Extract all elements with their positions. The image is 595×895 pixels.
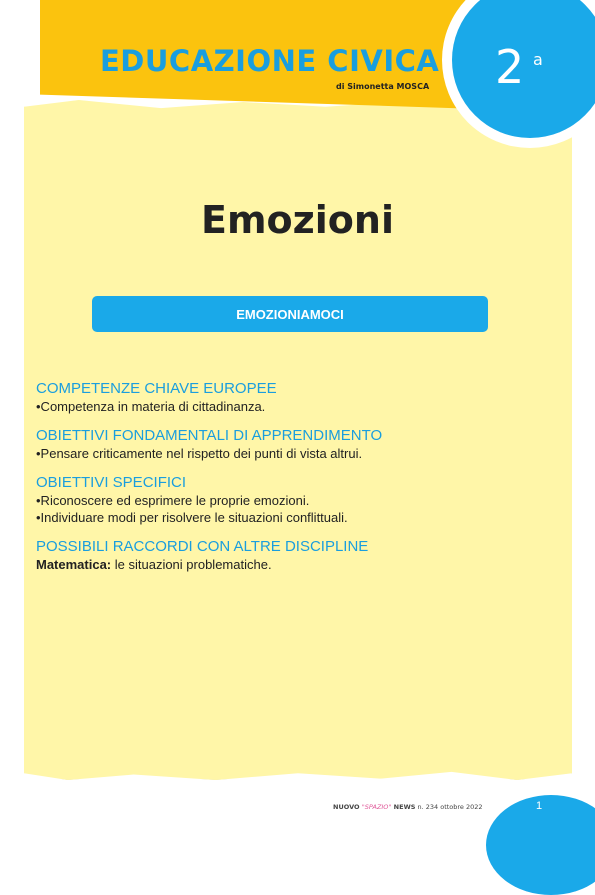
section-obiettivi-specifici (36, 474, 556, 526)
footer-suffix: NEWS (391, 803, 416, 811)
page-title: Emozioni (201, 198, 394, 242)
header-author: di Simonetta MOSCA (336, 82, 430, 91)
grade-number: 2 (495, 40, 525, 94)
footer-issue: n. 234 ottobre 2022 (415, 803, 483, 811)
header-title: EDUCAZIONE CIVICA (100, 44, 440, 78)
section-banner-label: EMOZIONIAMOCI (236, 306, 344, 322)
footer-brand: "SPAZIO" (361, 803, 392, 811)
footer-prefix: NUOVO (333, 803, 360, 811)
footer-publication (333, 803, 483, 811)
discipline-label: Matematica: (36, 557, 112, 572)
section-heading: OBIETTIVI FONDAMENTALI DI APPRENDIMENTO (36, 427, 383, 444)
content-area (36, 380, 556, 585)
section-heading: POSSIBILI RACCORDI CON ALTRE DISCIPLINE (36, 538, 369, 555)
page-number: 1 (536, 800, 543, 812)
section-heading: COMPETENZE CHIAVE EUROPEE (36, 380, 277, 397)
section-competenze (36, 380, 556, 415)
section-heading: OBIETTIVI SPECIFICI (36, 474, 187, 491)
section-line: •Competenza in materia di cittadinanza. (36, 399, 266, 414)
section-line (36, 556, 556, 573)
section-raccordi (36, 538, 556, 573)
discipline-text: le situazioni problematiche. (111, 557, 272, 572)
section-line: •Pensare criticamente nel rispetto dei punti di vista altrui. (36, 446, 363, 461)
section-line: •Individuare modi per risolvere le situazioni conflittuali. (36, 510, 348, 525)
section-line: •Riconoscere ed esprimere le proprie emozioni. (36, 493, 310, 508)
section-obiettivi-fondamentali (36, 427, 556, 462)
grade-suffix: a (533, 50, 543, 69)
section-banner (92, 296, 488, 332)
